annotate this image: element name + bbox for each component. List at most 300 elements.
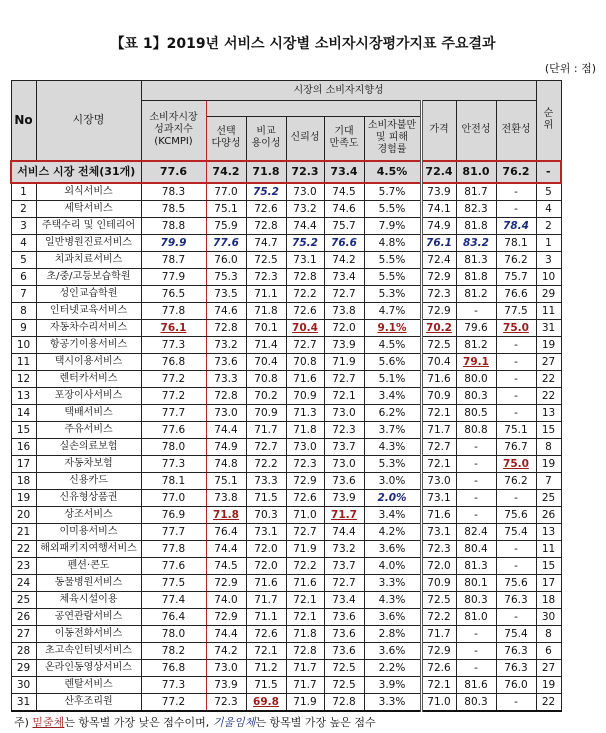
row-value (456, 183, 496, 201)
cell-text: 73.1 (293, 253, 317, 266)
cell-text: 3.7% (378, 423, 406, 436)
cell-text: - (514, 695, 518, 708)
row-no: 31 (11, 693, 36, 711)
cell-text: 5.3% (378, 457, 406, 470)
note-mid: 는 항목별 가장 낮은 점수이며, (64, 716, 213, 729)
cell-text: 78.7 (161, 253, 186, 266)
row-value (421, 455, 456, 472)
row-value (324, 387, 364, 404)
cell-text: - (474, 491, 478, 504)
table-row (11, 574, 561, 591)
header-trust: 신뢰성 (286, 117, 324, 161)
row-market-name: 일반병원진료서비스 (36, 234, 141, 251)
row-value (536, 540, 561, 557)
row-value (536, 268, 561, 285)
row-value (536, 659, 561, 676)
row-value (364, 625, 421, 642)
cell-text: 71.8 (293, 627, 317, 640)
row-market-name: 신용카드 (36, 472, 141, 489)
cell-text: 71.5 (254, 678, 278, 691)
cell-text: 80.8 (464, 423, 488, 436)
table-row (11, 455, 561, 472)
cell-text: 70.4 (254, 355, 278, 368)
row-no: 23 (11, 557, 36, 574)
cell-text: 27 (541, 661, 556, 674)
cell-text: 75.6 (504, 576, 528, 589)
row-value (141, 217, 206, 234)
cell-text: 73.6 (332, 644, 356, 657)
cell-text: 78.0 (161, 440, 186, 453)
row-value (421, 489, 456, 506)
header-expect: 기대 만족도 (324, 117, 364, 161)
row-value (421, 200, 456, 217)
row-value (246, 489, 286, 506)
row-market-name: 인터넷교육서비스 (36, 302, 141, 319)
row-value (286, 336, 324, 353)
row-value (496, 234, 536, 251)
row-no: 8 (11, 302, 36, 319)
table-row (11, 200, 561, 217)
cell-text: 74.2 (214, 644, 238, 657)
cell-text: 73.7 (332, 440, 356, 453)
cell-text: - (514, 372, 518, 385)
cell-text: 71.8 (293, 423, 317, 436)
row-value (421, 625, 456, 642)
cell-text: 81.6 (464, 678, 488, 691)
row-value (324, 506, 364, 523)
row-value (496, 625, 536, 642)
cell-text: 77.0 (161, 491, 186, 504)
cell-text: 22 (541, 389, 556, 402)
row-value (141, 387, 206, 404)
total-value: 71.8 (246, 161, 286, 183)
cell-text: 77.8 (161, 542, 186, 555)
row-value (421, 472, 456, 489)
row-value (456, 608, 496, 625)
row-value (206, 523, 246, 540)
cell-text: 77.2 (161, 389, 186, 402)
row-value (496, 387, 536, 404)
total-value: - (536, 161, 561, 183)
row-value (286, 421, 324, 438)
cell-text: 71.1 (254, 287, 278, 300)
row-value (246, 370, 286, 387)
row-value (141, 268, 206, 285)
row-no: 29 (11, 659, 36, 676)
row-market-name: 주택수리 및 인테리어 (36, 217, 141, 234)
cell-text: 78.5 (161, 202, 186, 215)
row-value (536, 183, 561, 201)
row-no: 25 (11, 591, 36, 608)
cell-text: 76.9 (161, 508, 186, 521)
cell-text: 72.5 (427, 338, 451, 351)
cell-text: 76.4 (161, 610, 186, 623)
row-value (246, 353, 286, 370)
row-value (324, 557, 364, 574)
row-value (286, 455, 324, 472)
cell-text: 70.8 (293, 355, 317, 368)
table-row (11, 659, 561, 676)
row-value (246, 438, 286, 455)
cell-text: 15 (541, 559, 556, 572)
row-value (456, 591, 496, 608)
row-value (364, 506, 421, 523)
table-row (11, 438, 561, 455)
cell-text: 72.0 (254, 559, 278, 572)
cell-text: 18 (541, 593, 556, 606)
row-market-name: 초고속인터넷서비스 (36, 642, 141, 659)
cell-text: 72.0 (332, 321, 356, 334)
cell-text: 83.2 (463, 236, 489, 249)
row-market-name: 택배서비스 (36, 404, 141, 421)
row-value (324, 421, 364, 438)
row-value (246, 574, 286, 591)
row-value (246, 625, 286, 642)
table-row (11, 506, 561, 523)
row-value (246, 251, 286, 268)
row-value (246, 676, 286, 693)
cell-text: 74.2 (332, 253, 356, 266)
cell-text: 72.2 (293, 559, 317, 572)
row-value (206, 387, 246, 404)
row-value (324, 285, 364, 302)
row-value (496, 693, 536, 711)
row-value (141, 608, 206, 625)
row-value (141, 676, 206, 693)
cell-text: 2.0% (377, 491, 407, 504)
cell-text: 71.9 (332, 355, 356, 368)
cell-text: 78.1 (161, 474, 186, 487)
row-value (421, 268, 456, 285)
cell-text: 72.2 (293, 287, 317, 300)
cell-text: 73.0 (214, 661, 238, 674)
row-value (246, 268, 286, 285)
cell-text: 72.3 (214, 695, 238, 708)
cell-text: 73.1 (427, 491, 451, 504)
table-row (11, 336, 561, 353)
row-value (364, 370, 421, 387)
row-value (536, 353, 561, 370)
row-value (364, 285, 421, 302)
row-value (141, 336, 206, 353)
row-value (536, 319, 561, 336)
row-no: 17 (11, 455, 36, 472)
cell-text: 4.2% (378, 525, 406, 538)
cell-text: 71.0 (427, 695, 451, 708)
row-value (141, 404, 206, 421)
cell-text: 8 (545, 440, 552, 453)
cell-text: 3.6% (378, 542, 406, 555)
cell-text: 72.3 (427, 542, 451, 555)
row-value (536, 234, 561, 251)
row-market-name: 항공기이용서비스 (36, 336, 141, 353)
row-no: 1 (11, 183, 36, 201)
cell-text: 73.1 (427, 525, 451, 538)
row-value (246, 217, 286, 234)
cell-text: 72.1 (254, 644, 278, 657)
row-value (246, 642, 286, 659)
cell-text: 82.3 (464, 202, 488, 215)
row-value (206, 234, 246, 251)
row-market-name: 자동차보험 (36, 455, 141, 472)
row-value (456, 268, 496, 285)
cell-text: 22 (541, 372, 556, 385)
row-value (286, 557, 324, 574)
row-value (421, 574, 456, 591)
results-table (10, 80, 562, 712)
cell-text: 76.2 (504, 253, 528, 266)
row-value (141, 183, 206, 201)
cell-text: - (514, 355, 518, 368)
row-no: 22 (11, 540, 36, 557)
row-market-name: 치과치료서비스 (36, 251, 141, 268)
row-value (421, 608, 456, 625)
cell-text: 73.9 (427, 185, 451, 198)
row-value (324, 319, 364, 336)
row-no: 18 (11, 472, 36, 489)
row-value (324, 336, 364, 353)
cell-text: 72.6 (254, 627, 278, 640)
cell-text: 71.6 (427, 372, 451, 385)
cell-text: 77.5 (504, 304, 528, 317)
row-value (496, 676, 536, 693)
cell-text: 74.4 (293, 219, 317, 232)
cell-text: 76.8 (161, 661, 186, 674)
cell-text: 77.8 (161, 304, 186, 317)
row-value (456, 523, 496, 540)
row-value (286, 608, 324, 625)
cell-text: 4.5% (378, 338, 406, 351)
cell-text: 72.6 (293, 491, 317, 504)
row-value (141, 591, 206, 608)
table-row (11, 285, 561, 302)
cell-text: 80.3 (464, 593, 488, 606)
cell-text: 8 (545, 627, 552, 640)
cell-text: 72.6 (427, 661, 451, 674)
cell-text: 71.6 (427, 508, 451, 521)
table-row (11, 353, 561, 370)
row-value (421, 387, 456, 404)
cell-text: 77.3 (161, 338, 186, 351)
row-no: 26 (11, 608, 36, 625)
total-value: 72.3 (286, 161, 324, 183)
table-row (11, 217, 561, 234)
row-value (496, 472, 536, 489)
row-value (421, 183, 456, 201)
table-row (11, 489, 561, 506)
header-compare: 비교 용이성 (246, 117, 286, 161)
header-kcmpi: 소비자시장 성과지수 (KCMPI) (141, 101, 206, 161)
row-value (456, 506, 496, 523)
cell-text: 4.8% (378, 236, 406, 249)
row-value (141, 574, 206, 591)
footnote (14, 714, 376, 730)
cell-text: 71.7 (254, 593, 278, 606)
cell-text: 77.2 (161, 372, 186, 385)
cell-text: 72.1 (427, 457, 451, 470)
row-value (286, 523, 324, 540)
row-value (496, 251, 536, 268)
row-value (456, 472, 496, 489)
total-value: 73.4 (324, 161, 364, 183)
row-value (246, 557, 286, 574)
cell-text: - (514, 406, 518, 419)
page-title: 【표 1】2019년 서비스 시장별 소비자시장평가지표 주요결과 (110, 36, 496, 52)
cell-text: 73.2 (332, 542, 356, 555)
row-value (456, 455, 496, 472)
row-value (324, 523, 364, 540)
row-value (206, 676, 246, 693)
row-value (421, 336, 456, 353)
row-no: 15 (11, 421, 36, 438)
row-value (286, 319, 324, 336)
cell-text: - (514, 185, 518, 198)
cell-text: 4.3% (378, 593, 406, 606)
cell-text: 72.8 (214, 389, 238, 402)
row-value (421, 370, 456, 387)
table-row (11, 251, 561, 268)
row-value (536, 200, 561, 217)
row-value (324, 540, 364, 557)
cell-text: 1 (545, 236, 552, 249)
row-no: 20 (11, 506, 36, 523)
row-value (456, 336, 496, 353)
row-value (286, 217, 324, 234)
row-value (456, 693, 496, 711)
row-value (206, 591, 246, 608)
row-value (456, 200, 496, 217)
cell-text: 81.3 (464, 559, 488, 572)
cell-text: 71.9 (293, 695, 317, 708)
cell-text: 72.2 (254, 457, 278, 470)
row-value (286, 693, 324, 711)
cell-text: 75.6 (504, 508, 528, 521)
cell-text: 72.1 (293, 593, 317, 606)
row-no: 28 (11, 642, 36, 659)
row-value (324, 251, 364, 268)
row-market-name: 택시이용서비스 (36, 353, 141, 370)
cell-text: 70.9 (254, 406, 278, 419)
cell-text: 2.8% (378, 627, 406, 640)
cell-text: 73.7 (332, 559, 356, 572)
row-value (206, 608, 246, 625)
row-value (496, 608, 536, 625)
cell-text: 3.9% (378, 678, 406, 691)
cell-text: 82.4 (464, 525, 488, 538)
row-value (364, 608, 421, 625)
row-market-name: 자동차수리서비스 (36, 319, 141, 336)
note-low-label: 밑줄체 (32, 716, 65, 729)
cell-text: 77.2 (161, 695, 186, 708)
cell-text: - (514, 202, 518, 215)
row-value (286, 183, 324, 201)
cell-text: 25 (541, 491, 556, 504)
cell-text: 71.2 (254, 661, 278, 674)
row-value (324, 574, 364, 591)
total-value: 81.0 (456, 161, 496, 183)
row-value (141, 319, 206, 336)
cell-text: 29 (541, 287, 556, 300)
row-value (496, 506, 536, 523)
cell-text: 70.9 (427, 389, 451, 402)
row-value (206, 472, 246, 489)
cell-text: 73.1 (254, 525, 278, 538)
table-row (11, 234, 561, 251)
cell-text: 73.8 (214, 491, 238, 504)
row-value (536, 387, 561, 404)
cell-text: 71.6 (293, 576, 317, 589)
row-value (286, 234, 324, 251)
cell-text: 7 (545, 474, 552, 487)
cell-text: 76.1 (160, 321, 187, 334)
cell-text: 81.8 (464, 219, 488, 232)
row-market-name: 초/중/고등보습학원 (36, 268, 141, 285)
row-value (324, 455, 364, 472)
row-value (206, 404, 246, 421)
row-value (206, 200, 246, 217)
row-value (141, 642, 206, 659)
row-value (536, 642, 561, 659)
row-market-name: 성인교습학원 (36, 285, 141, 302)
cell-text: 75.0 (503, 457, 529, 470)
row-no: 9 (11, 319, 36, 336)
row-value (536, 625, 561, 642)
row-value (141, 540, 206, 557)
row-value (421, 302, 456, 319)
cell-text: 72.9 (214, 576, 238, 589)
row-value (456, 387, 496, 404)
row-value (496, 353, 536, 370)
row-value (364, 540, 421, 557)
cell-text: 71.7 (331, 508, 357, 521)
row-value (246, 523, 286, 540)
row-value (421, 591, 456, 608)
cell-text: - (474, 644, 478, 657)
row-value (456, 217, 496, 234)
cell-text: 75.3 (214, 270, 238, 283)
cell-text: 73.0 (427, 474, 451, 487)
cell-text: 72.9 (293, 474, 317, 487)
cell-text: 6 (545, 644, 552, 657)
table-row (11, 370, 561, 387)
cell-text: - (514, 559, 518, 572)
row-value (206, 625, 246, 642)
row-market-name: 체육시설이용 (36, 591, 141, 608)
row-value (364, 387, 421, 404)
row-value (364, 421, 421, 438)
row-value (456, 489, 496, 506)
row-value (141, 693, 206, 711)
cell-text: 73.0 (332, 457, 356, 470)
row-value (206, 421, 246, 438)
cell-text: 2 (545, 219, 552, 232)
cell-text: 74.5 (214, 559, 238, 572)
cell-text: 72.6 (293, 304, 317, 317)
row-value (496, 302, 536, 319)
header-switch: 전환성 (496, 101, 536, 161)
row-value (456, 421, 496, 438)
total-name: 서비스 시장 전체(31개) (11, 161, 141, 183)
row-value (246, 455, 286, 472)
row-value (324, 591, 364, 608)
cell-text: 76.1 (426, 236, 452, 249)
row-value (141, 370, 206, 387)
cell-text: 5.3% (378, 287, 406, 300)
row-value (324, 370, 364, 387)
cell-text: 73.6 (332, 627, 356, 640)
row-value (536, 217, 561, 234)
cell-text: 72.8 (293, 644, 317, 657)
